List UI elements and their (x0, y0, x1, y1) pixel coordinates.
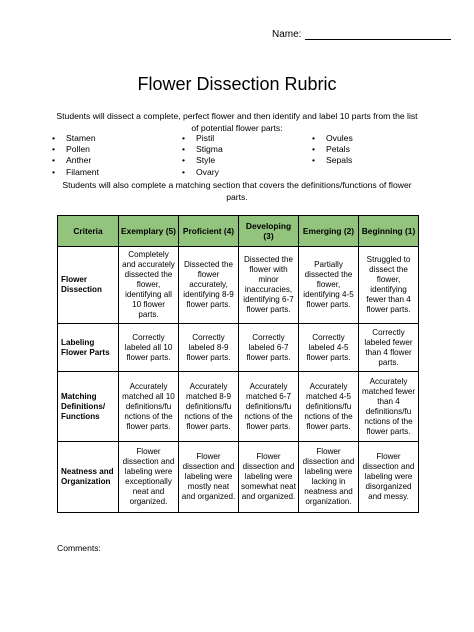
list-item: • Filament (52, 167, 182, 178)
table-row (58, 247, 419, 324)
table-cell: Accurately matched fewer than 4 definitions/fu nctions of the flower parts. (359, 372, 419, 442)
table-header-row (58, 216, 419, 247)
header-criteria: Criteria (58, 216, 119, 247)
table-cell: Flower dissection and labeling were mostly neat and organized. (179, 442, 239, 513)
list-item: • Ovary (182, 167, 312, 178)
criteria-cell: Neatness and Organization (58, 442, 119, 513)
list-item: • Anther (52, 155, 182, 166)
criteria-cell: Labeling Flower Parts (58, 324, 119, 372)
table-cell: Dissected the flower with minor inaccuracies, identifying 6-7 flower parts. (239, 247, 299, 324)
parts-column-1 (52, 133, 182, 178)
table-cell: Correctly labeled 4-5 flower parts. (299, 324, 359, 372)
flower-parts-list (52, 133, 422, 178)
header-proficient: Proficient (4) (179, 216, 239, 247)
name-label: Name: (272, 29, 302, 40)
table-cell: Accurately matched 6-7 definitions/fu nctions of the flower parts. (239, 372, 299, 442)
table-cell: Correctly labeled all 10 flower parts. (119, 324, 179, 372)
header-exemplary: Exemplary (5) (119, 216, 179, 247)
table-cell: Correctly labeled 6-7 flower parts. (239, 324, 299, 372)
rubric-table (57, 215, 419, 513)
table-cell: Completely and accurately dissected the flower, identifying all 10 flower parts. (119, 247, 179, 324)
table-cell: Flower dissection and labeling were exceptionally neat and organized. (119, 442, 179, 513)
criteria-cell: Matching Definitions/ Functions (58, 372, 119, 442)
table-cell: Accurately matched 8-9 definitions/fu nctions of the flower parts. (179, 372, 239, 442)
table-row (58, 442, 419, 513)
table-cell: Flower dissection and labeling were disorganized and messy. (359, 442, 419, 513)
name-field (272, 28, 451, 40)
criteria-cell: Flower Dissection (58, 247, 119, 324)
table-cell: Correctly labeled 8-9 flower parts. (179, 324, 239, 372)
table-row (58, 372, 419, 442)
list-item: • Pollen (52, 144, 182, 155)
table-cell: Struggled to dissect the flower, identifying fewer than 4 flower parts. (359, 247, 419, 324)
page-title: Flower Dissection Rubric (137, 74, 337, 94)
table-cell: Accurately matched 4-5 definitions/fu nctions of the flower parts. (299, 372, 359, 442)
table-cell: Correctly labeled fewer than 4 flower parts. (359, 324, 419, 372)
list-item: • Ovules (312, 133, 392, 144)
name-blank-line[interactable] (305, 28, 451, 40)
table-cell: Flower dissection and labeling were somewhat neat and organized. (239, 442, 299, 513)
list-item: • Stigma (182, 144, 312, 155)
header-beginning: Beginning (1) (359, 216, 419, 247)
list-item: • Pistil (182, 133, 312, 144)
matching-intro-text: Students will also complete a matching section that covers the definitions/functions of flower parts. (62, 180, 412, 202)
intro-text: Students will dissect a complete, perfect flower and then identify and label 10 parts from the list of potential flower parts: (56, 111, 418, 133)
parts-column-2 (182, 133, 312, 178)
table-row (58, 324, 419, 372)
list-item: • Stamen (52, 133, 182, 144)
table-cell: Partially dissected the flower, identifying 4-5 flower parts. (299, 247, 359, 324)
list-item: • Sepals (312, 155, 392, 166)
list-item: • Style (182, 155, 312, 166)
header-emerging: Emerging (2) (299, 216, 359, 247)
comments-label: Comments: (57, 543, 101, 553)
parts-column-3 (312, 133, 392, 178)
header-developing: Developing (3) (239, 216, 299, 247)
table-cell: Flower dissection and labeling were lacking in neatness and organization. (299, 442, 359, 513)
list-item: • Petals (312, 144, 392, 155)
table-cell: Dissected the flower accurately, identifying 8-9 flower parts. (179, 247, 239, 324)
table-cell: Accurately matched all 10 definitions/fu nctions of the flower parts. (119, 372, 179, 442)
